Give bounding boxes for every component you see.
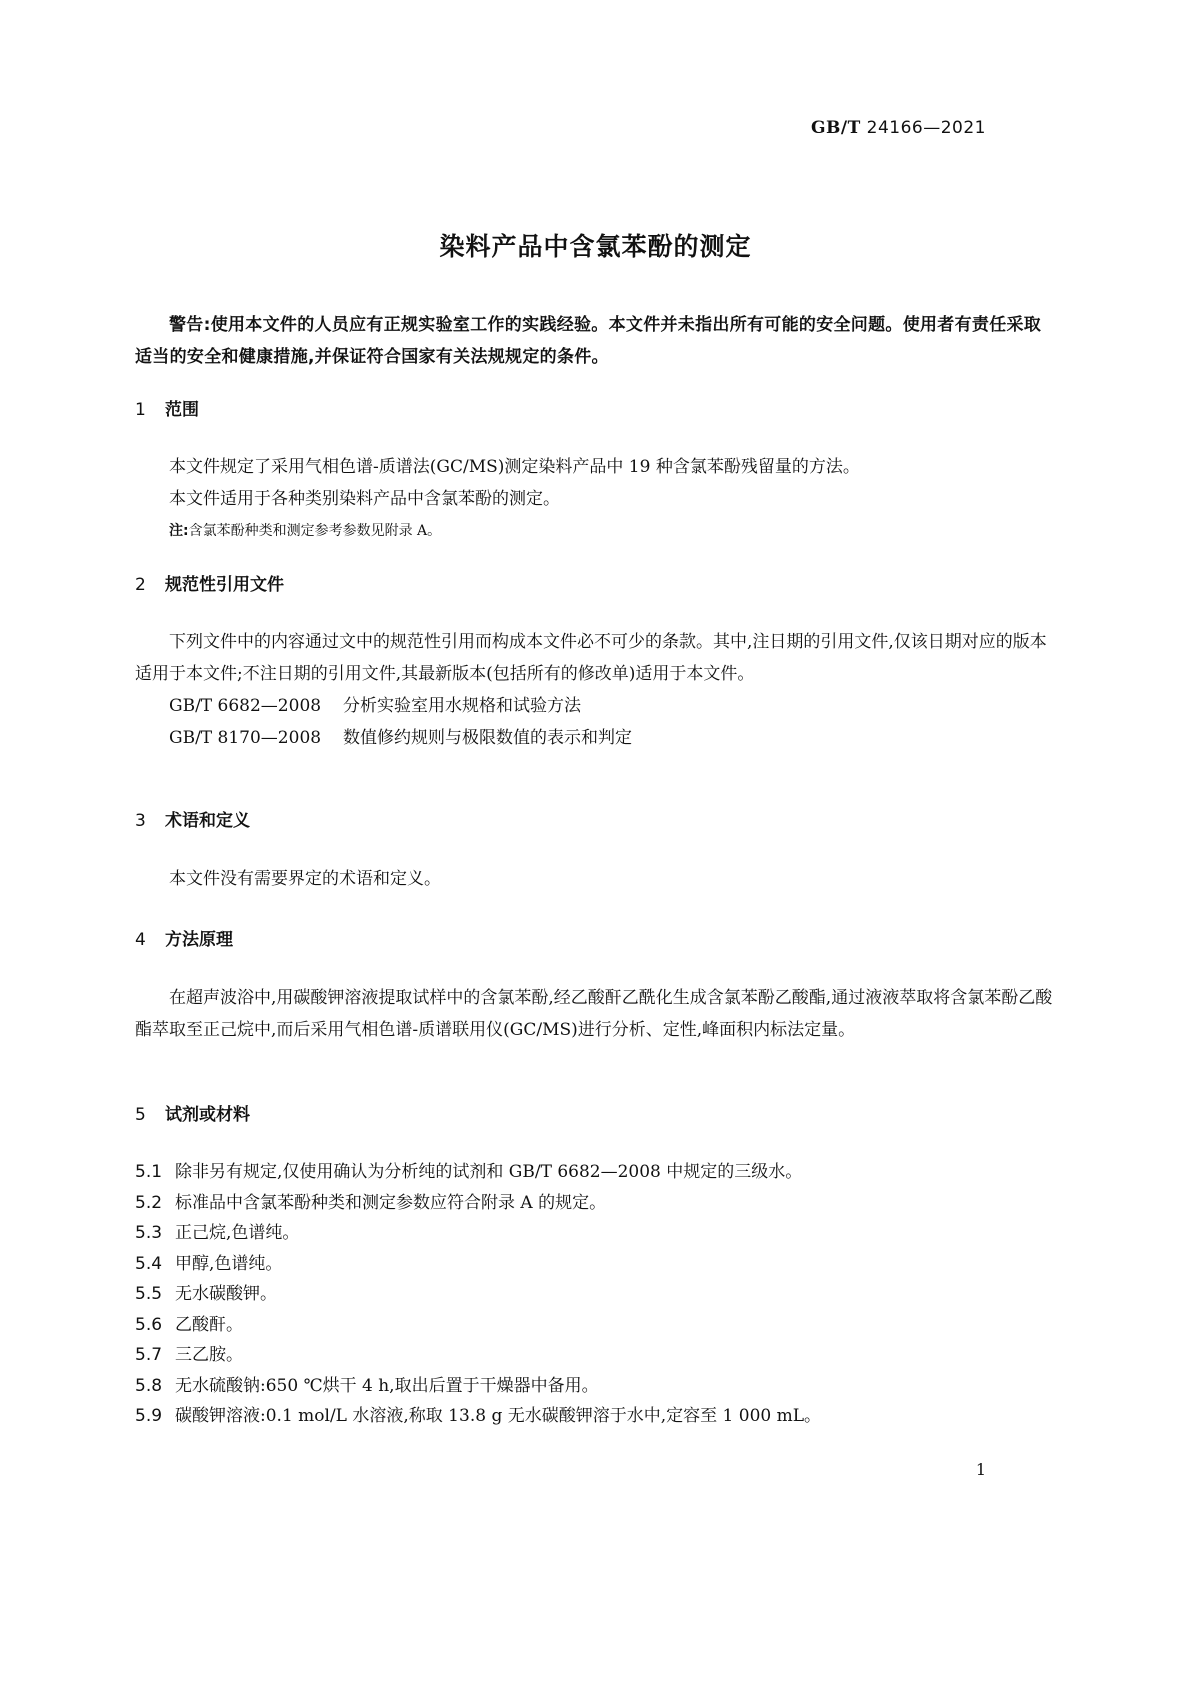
reagent-clause (135, 1371, 1056, 1402)
clause-text: 无水硫酸钠:650 ℃烘干 4 h,取出后置于干燥器中备用。 (175, 1375, 599, 1396)
scope-paragraph-1: 本文件规定了采用气相色谱-质谱法(GC/MS)测定染料产品中 19 种含氯苯酚残留量的方法。 (169, 457, 860, 477)
reference-title: 数值修约规则与极限数值的表示和判定 (343, 728, 632, 748)
clause-text: 标准品中含氯苯酚种类和测定参数应符合附录 A 的规定。 (175, 1192, 607, 1213)
reference-title: 分析实验室用水规格和试验方法 (343, 696, 581, 716)
reagent-clause (135, 1279, 1056, 1310)
clause-text: 无水碳酸钾。 (175, 1284, 277, 1304)
clause-text: 甲醇,色谱纯。 (175, 1253, 283, 1274)
scope-paragraph-2: 本文件适用于各种类别染料产品中含氯苯酚的测定。 (169, 489, 560, 509)
reagent-clause (135, 1188, 1056, 1219)
terms-body (135, 863, 1056, 895)
reagent-clause (135, 1249, 1056, 1280)
principle-body (135, 982, 1056, 1046)
clause-number: 5.4 (135, 1253, 163, 1274)
reference-item (135, 722, 1056, 754)
reagent-clause (135, 1157, 1056, 1188)
section-title: 范围 (165, 400, 199, 420)
scope-note (135, 515, 1056, 547)
warning-paragraph: 警告:使用本文件的人员应有正规实验室工作的实践经验。本文件并未指出所有可能的安全问题。使用者有责任采取适当的安全和健康措施,并保证符合国家有关法规规定的条件。 (135, 315, 1042, 367)
reference-item (135, 690, 1056, 722)
clause-number: 5.7 (135, 1345, 163, 1365)
reference-code: GB/T 6682—2008 (169, 696, 322, 716)
clause-number: 5.9 (135, 1406, 163, 1426)
reagents-list (135, 1157, 1056, 1432)
references-intro: 下列文件中的内容通过文中的规范性引用而构成本文件必不可少的条款。其中,注日期的引用文件,仅该日期对应的版本适用于本文件;不注日期的引用文件,其最新版本(包括所有的修改单)适用于本文件。 (135, 632, 1047, 684)
references-body (135, 626, 1056, 754)
document-title: 染料产品中含氯苯酚的测定 (439, 232, 752, 261)
page-number: 1 (975, 1460, 986, 1479)
principle-paragraph: 在超声波浴中,用碳酸钾溶液提取试样中的含氯苯酚,经乙酸酐乙酰化生成含氯苯酚乙酸酯,通过液液萃取将含氯苯酚乙酸酯萃取至正己烷中,而后采用气相色谱-质谱联用仪(GC/MS)进行分析、定性,峰面积内标法定量。 (135, 988, 1053, 1040)
reagent-clause (135, 1401, 1056, 1432)
scope-body (135, 451, 1056, 547)
clause-number: 5.5 (135, 1284, 163, 1304)
clause-number: 5.6 (135, 1314, 163, 1335)
terms-paragraph: 本文件没有需要界定的术语和定义。 (169, 869, 441, 889)
reagent-clause (135, 1310, 1056, 1341)
clause-text: 除非另有规定,仅使用确认为分析纯的试剂和 GB/T 6682—2008 中规定的三级水。 (175, 1162, 803, 1182)
section-heading-references (135, 569, 1056, 601)
section-title: 试剂或材料 (165, 1105, 250, 1125)
clause-text: 乙酸酐。 (175, 1314, 243, 1335)
standard-code-header (811, 118, 986, 138)
section-heading-terms (135, 805, 1056, 837)
standard-number: 24166—2021 (866, 118, 986, 138)
section-title: 规范性引用文件 (165, 575, 284, 595)
section-number: 5 (135, 1105, 146, 1125)
section-title: 术语和定义 (165, 811, 250, 831)
clause-text: 正己烷,色谱纯。 (175, 1223, 300, 1243)
section-heading-scope (135, 394, 1056, 426)
note-text: 含氯苯酚种类和测定参考参数见附录 A。 (188, 523, 442, 539)
clause-text: 三乙胺。 (175, 1345, 243, 1365)
section-heading-reagents (135, 1099, 1056, 1131)
section-number: 1 (135, 400, 146, 420)
section-number: 4 (135, 930, 146, 950)
clause-text: 碳酸钾溶液:0.1 mol/L 水溶液,称取 13.8 g 无水碳酸钾溶于水中,定容至 1 000 mL。 (175, 1406, 822, 1426)
section-heading-principle (135, 924, 1056, 956)
note-label: 注: (169, 523, 189, 539)
section-title: 方法原理 (165, 930, 233, 950)
clause-number: 5.8 (135, 1375, 163, 1396)
section-number: 2 (135, 575, 146, 595)
clause-number: 5.1 (135, 1162, 163, 1182)
clause-number: 5.3 (135, 1223, 163, 1243)
clause-number: 5.2 (135, 1192, 163, 1213)
reagent-clause (135, 1340, 1056, 1371)
section-number: 3 (135, 811, 146, 831)
reagent-clause (135, 1218, 1056, 1249)
reference-code: GB/T 8170—2008 (169, 728, 322, 748)
standard-prefix: GB/T (811, 118, 861, 138)
